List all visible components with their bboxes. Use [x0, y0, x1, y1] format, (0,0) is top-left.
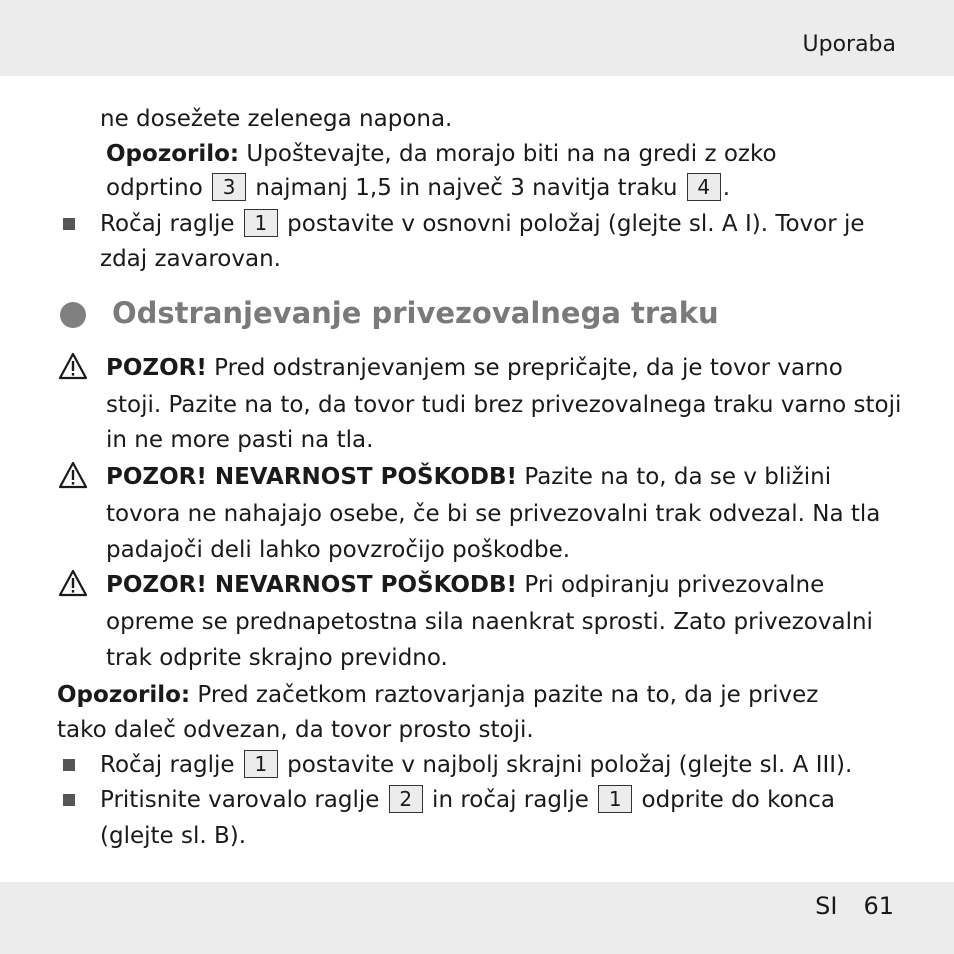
- bullet-line-2: [100, 821, 246, 851]
- warning-line: [106, 462, 831, 492]
- note-label: Opozorilo:: [106, 141, 240, 167]
- section-header: Uporaba: [802, 32, 896, 57]
- text: opreme se prednapetostna sila naenkrat sprosti. Zato privezovalni: [106, 609, 873, 635]
- text: postavite v osnovni položaj (glejte sl. A I). Tovor je: [279, 211, 865, 237]
- page-number: 61: [863, 892, 894, 920]
- square-bullet-icon: [63, 218, 75, 230]
- note-label: Opozorilo:: [57, 682, 191, 708]
- circle-bullet-icon: [60, 302, 86, 328]
- bullet-line: [100, 209, 865, 239]
- text: in ne more pasti na tla.: [106, 427, 374, 453]
- bullet-line: [100, 785, 835, 815]
- text: odprtino: [106, 175, 211, 201]
- reference-box: 1: [244, 750, 278, 778]
- reference-box: 2: [389, 785, 423, 813]
- text: Pri odpiranju privezovalne: [517, 572, 825, 598]
- warning-line: [106, 353, 843, 383]
- text: ne dosežete zelenega napona.: [100, 106, 453, 132]
- warning-triangle-icon: [58, 461, 88, 489]
- text: tako daleč odvezan, da tovor prosto stoji.: [57, 717, 534, 743]
- text: postavite v najbolj skrajni položaj (glejte sl. A III).: [279, 752, 853, 778]
- text: Pred začetkom raztovarjanja pazite na to, da je privez: [190, 682, 819, 708]
- note-line: [57, 680, 818, 710]
- reference-box: 3: [212, 173, 246, 201]
- warning-triangle-icon: [58, 569, 88, 597]
- language-code: SI: [815, 892, 838, 920]
- text: odprite do konca: [634, 787, 835, 813]
- text: trak odprite skrajno previdno.: [106, 645, 448, 671]
- square-bullet-icon: [63, 794, 75, 806]
- note-text: Upoštevajte, da morajo biti na na gredi z ozko: [239, 141, 777, 167]
- bullet-line: [100, 750, 852, 780]
- text: Pritisnite varovalo raglje: [100, 787, 387, 813]
- page-footer: [815, 892, 894, 920]
- reference-box: 1: [244, 209, 278, 237]
- text: padajoči deli lahko povzročijo poškodbe.: [106, 537, 571, 563]
- text: najmanj 1,5 in največ 3 navitja traku: [248, 175, 685, 201]
- warning-line-3: [106, 425, 373, 455]
- text: tovora ne nahajajo osebe, če bi se privezovalni trak odvezal. Na tla: [106, 501, 881, 527]
- warning-label: POZOR!: [106, 355, 207, 381]
- text: .: [722, 175, 731, 201]
- warning-line-2: [106, 390, 901, 420]
- note-line-2: [106, 173, 730, 203]
- reference-box: 1: [598, 785, 632, 813]
- note-line: [106, 139, 777, 169]
- warning-line-2: [106, 499, 880, 529]
- text: (glejte sl. B).: [100, 823, 247, 849]
- warning-line-3: [106, 535, 570, 565]
- footer-band: [0, 882, 954, 954]
- text: Pazite na to, da se v bližini: [517, 464, 832, 490]
- text: Ročaj raglje: [100, 752, 242, 778]
- note-line-2: [57, 715, 534, 745]
- reference-box: 4: [687, 173, 721, 201]
- text: in ročaj raglje: [424, 787, 597, 813]
- warning-label: POZOR! NEVARNOST POŠKODB!: [106, 572, 518, 598]
- section-title: Odstranjevanje privezovalnega traku: [112, 296, 719, 330]
- warning-triangle-icon: [58, 352, 88, 380]
- continued-text: [100, 104, 452, 134]
- warning-line-3: [106, 643, 448, 673]
- text: Ročaj raglje: [100, 211, 242, 237]
- bullet-line-2: [100, 244, 281, 274]
- warning-line: [106, 570, 824, 600]
- warning-label: POZOR! NEVARNOST POŠKODB!: [106, 464, 518, 490]
- warning-line-2: [106, 607, 873, 637]
- text: zdaj zavarovan.: [100, 246, 281, 272]
- text: stoji. Pazite na to, da tovor tudi brez privezovalnega traku varno stoji: [106, 392, 902, 418]
- text: Pred odstranjevanjem se prepričajte, da je tovor varno: [206, 355, 843, 381]
- square-bullet-icon: [63, 759, 75, 771]
